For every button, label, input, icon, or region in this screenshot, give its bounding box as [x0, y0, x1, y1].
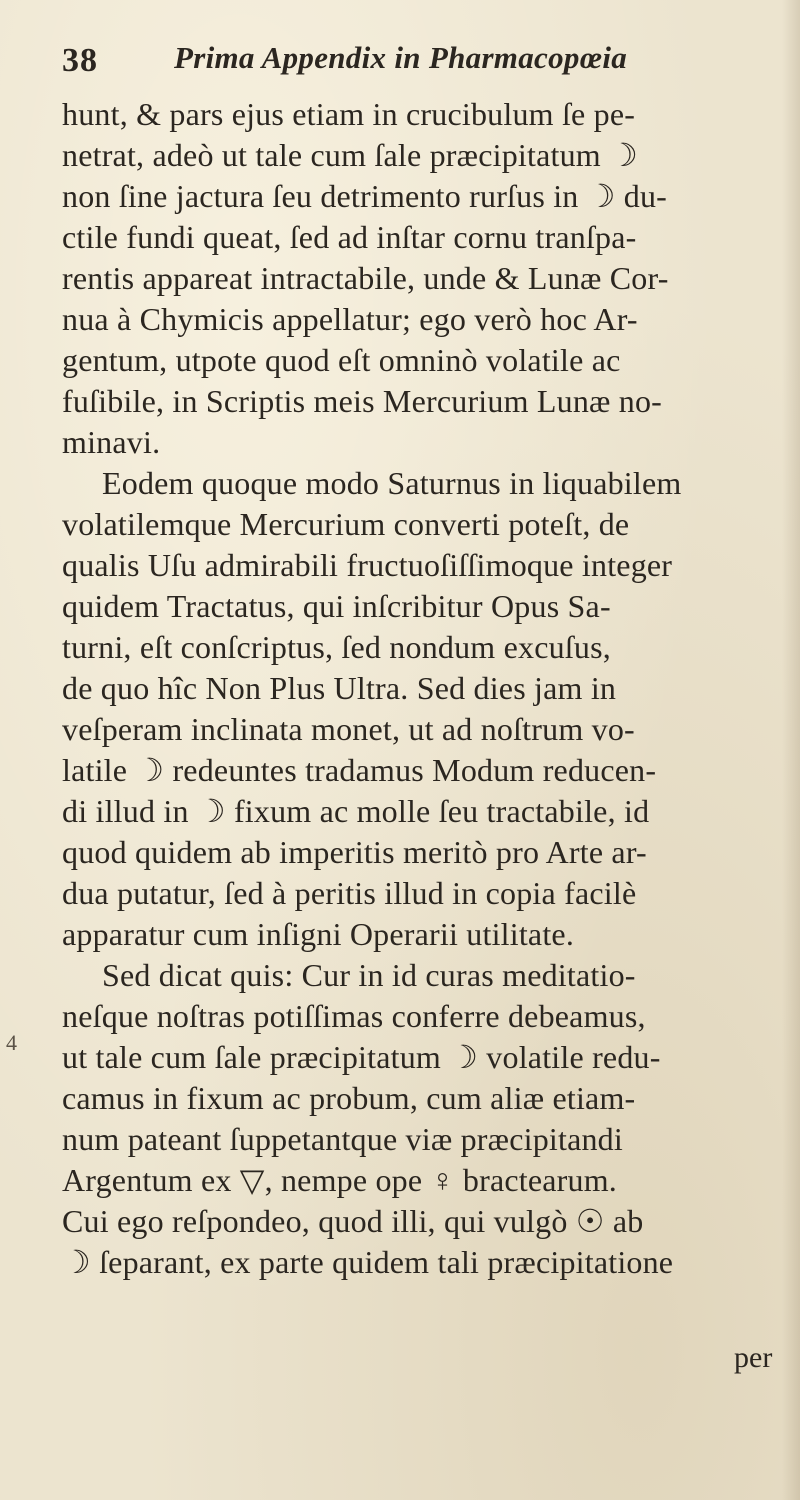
text-line: Sed dicat quis: Cur in id curas meditatio- [102, 957, 636, 993]
text-line: de quo hîc Non Plus Ultra. Sed dies jam in [62, 670, 617, 706]
text-line: gentum, utpote quod eſt omninò volatile ac [62, 342, 621, 378]
text-line: dua putatur, ſed à peritis illud in copia facilè [62, 875, 637, 911]
text-line: Eodem quoque modo Saturnus in liquabilem [102, 465, 682, 501]
text-line: fuſibile, in Scriptis meis Mercurium Lunæ no- [62, 383, 663, 419]
text-line: neſque noſtras potiſſimas conferre debeamus, [62, 998, 646, 1034]
text-line: ut tale cum ſale præcipitatum ☽ volatile redu- [62, 1039, 661, 1075]
page-number: 38 [62, 42, 98, 79]
text-line: netrat, adeò ut tale cum ſale præcipitatum ☽ [62, 137, 638, 173]
text-line: num pateant ſuppetantque viæ præcipitandi [62, 1121, 623, 1157]
text-line: non ſine jactura ſeu detrimento rurſus in ☽ du- [62, 178, 668, 214]
page-gutter-shade [782, 0, 800, 1500]
text-line: rentis appareat intractabile, unde & Lunæ Cor- [62, 260, 669, 296]
text-line: hunt, & pars ejus etiam in crucibulum ſe pe- [62, 96, 636, 132]
text-line: latile ☽ redeuntes tradamus Modum reducen- [62, 752, 657, 788]
text-line: turni, eſt conſcriptus, ſed nondum excuſus, [62, 629, 611, 665]
text-line: quidem Tractatus, qui inſcribitur Opus Sa- [62, 588, 611, 624]
text-line: ctile fundi queat, ſed ad inſtar cornu tranſpa- [62, 219, 637, 255]
text-line: quod quidem ab imperitis meritò pro Arte ar- [62, 834, 647, 870]
text-line: minavi. [62, 424, 161, 460]
running-head: Prima Appendix in Pharmacopœia [174, 40, 628, 75]
text-line: apparatur cum inſigni Operarii utilitate. [62, 916, 575, 952]
text-line: volatilemque Mercurium converti poteſt, de [62, 506, 630, 542]
page-header [62, 36, 762, 86]
catchword: per [734, 1341, 773, 1374]
text-line: di illud in ☽ fixum ac molle ſeu tractabile, id [62, 793, 650, 829]
text-line: Argentum ex ▽, nempe ope ♀ bractearum. [62, 1162, 617, 1198]
margin-mark: 4 [6, 1030, 17, 1055]
text-line: nua à Chymicis appellatur; ego verò hoc Ar- [62, 301, 638, 337]
text-line: qualis Uſu admirabili fructuoſiſſimoque integer [62, 547, 673, 583]
text-line: camus in fixum ac probum, cum aliæ etiam- [62, 1080, 636, 1116]
text-line: ☽ ſeparant, ex parte quidem tali præcipitatione [62, 1244, 674, 1280]
text-line: Cui ego reſpondeo, quod illi, qui vulgò ☉ ab [62, 1203, 644, 1239]
text-line: veſperam inclinata monet, ut ad noſtrum vo- [62, 711, 635, 747]
